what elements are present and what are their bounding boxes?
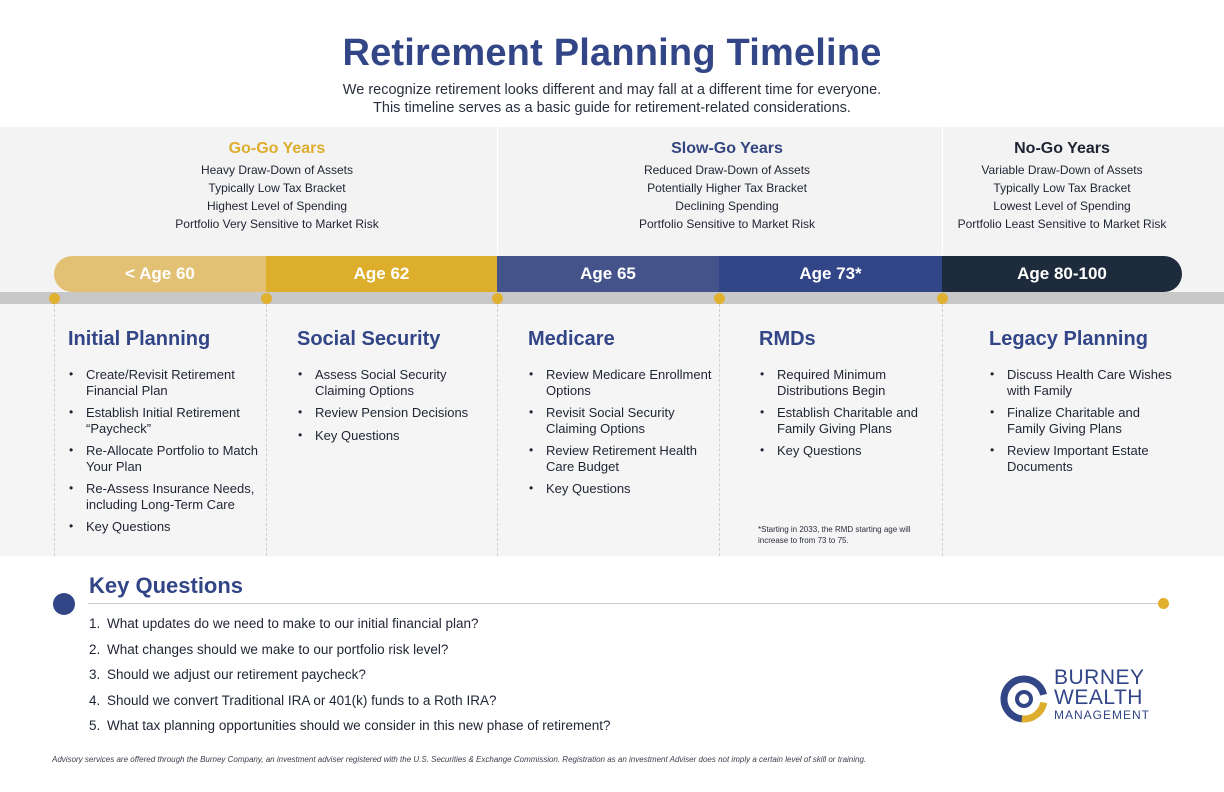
rmd-footnote: *Starting in 2033, the RMD starting age will increase to from 73 to 75. bbox=[758, 525, 911, 545]
phase-line: Potentially Higher Tax Bracket bbox=[647, 181, 807, 195]
phase-no-go bbox=[932, 140, 1192, 233]
page-subtitle-line-1: We recognize retirement looks different and may fall at a different time for everyone. bbox=[342, 82, 882, 98]
phase-divider bbox=[497, 127, 498, 255]
column-divider bbox=[942, 304, 943, 556]
milestone-title: RMDs bbox=[759, 328, 816, 350]
age-segment-under-60: < Age 60 bbox=[54, 256, 266, 292]
list-item: • Key Questions bbox=[297, 428, 487, 444]
question-text: What tax planning opportunities should we consider in this new phase of retirement? bbox=[107, 718, 611, 733]
logo-mark-icon bbox=[996, 670, 1054, 728]
milestone-title: Initial Planning bbox=[68, 328, 211, 350]
key-questions-dot bbox=[53, 593, 75, 615]
timeline-track bbox=[0, 292, 1224, 304]
list-item: • Key Questions bbox=[759, 443, 929, 459]
column-divider bbox=[266, 304, 267, 556]
list-item: • Key Questions bbox=[528, 481, 713, 497]
list-item: • Assess Social Security Claiming Options bbox=[297, 367, 487, 398]
question-number: 4. bbox=[89, 692, 101, 708]
list-item: • Establish Charitable and Family Giving Plans bbox=[759, 405, 929, 436]
milestone-list bbox=[759, 367, 929, 459]
list-item: • Review Important Estate Documents bbox=[989, 443, 1179, 474]
phase-go-go bbox=[142, 140, 412, 233]
column-divider bbox=[719, 304, 720, 556]
phase-slow-go bbox=[592, 140, 862, 233]
timeline-marker-dot bbox=[492, 293, 503, 304]
list-item: • Required Minimum Distributions Begin bbox=[759, 367, 929, 398]
phase-line: Reduced Draw-Down of Assets bbox=[643, 163, 811, 177]
phase-line: Portfolio Very Sensitive to Market Risk bbox=[175, 217, 379, 231]
question-text: Should we adjust our retirement paycheck? bbox=[107, 667, 366, 682]
list-item: • Discuss Health Care Wishes with Family bbox=[989, 367, 1179, 398]
phase-title: No-Go Years bbox=[1014, 140, 1110, 157]
question-number: 3. bbox=[89, 667, 101, 682]
milestone-initial-planning bbox=[68, 328, 258, 542]
key-questions-title: Key Questions bbox=[89, 573, 244, 598]
question-number: 1. bbox=[89, 616, 101, 631]
page-subtitle-line-2: This timeline serves as a basic guide for retirement-related considerations. bbox=[373, 100, 851, 116]
list-item: • Create/Revisit Retirement Financial Plan bbox=[68, 367, 258, 398]
list-item: • Review Pension Decisions bbox=[297, 405, 487, 421]
list-item: • Review Retirement Health Care Budget bbox=[528, 443, 713, 474]
page-title: Retirement Planning Timeline bbox=[342, 32, 882, 74]
milestone-social-security bbox=[297, 328, 487, 450]
logo-line-2: WEALTH bbox=[1054, 686, 1143, 709]
column-divider bbox=[54, 304, 55, 556]
age-segment-80-100: Age 80-100 bbox=[942, 256, 1182, 292]
key-questions-end-dot bbox=[1158, 598, 1169, 609]
phase-line: Portfolio Least Sensitive to Market Risk bbox=[957, 217, 1167, 231]
phase-line: Heavy Draw-Down of Assets bbox=[200, 163, 354, 177]
phase-line: Portfolio Sensitive to Market Risk bbox=[638, 217, 816, 231]
timeline-marker-dot bbox=[937, 293, 948, 304]
question-number: 5. bbox=[89, 718, 101, 733]
list-item bbox=[89, 717, 611, 743]
phase-title: Slow-Go Years bbox=[671, 140, 783, 157]
milestone-list bbox=[68, 367, 258, 535]
question-text: Should we convert Traditional IRA or 401(k) funds to a Roth IRA? bbox=[107, 692, 497, 708]
milestone-list bbox=[989, 367, 1179, 474]
timeline-age-bar bbox=[54, 256, 1182, 292]
list-item: • Key Questions bbox=[68, 519, 258, 535]
timeline-marker-dot bbox=[49, 293, 60, 304]
timeline-marker-dot bbox=[261, 293, 272, 304]
timeline-marker-dot bbox=[714, 293, 725, 304]
milestone-medicare bbox=[528, 328, 713, 504]
list-item: • Establish Initial Retirement “Paycheck” bbox=[68, 405, 258, 436]
list-item bbox=[89, 615, 611, 641]
age-segment-73: Age 73* bbox=[719, 256, 942, 292]
question-text: What updates do we need to make to our initial financial plan? bbox=[107, 616, 479, 631]
key-questions-list bbox=[89, 615, 611, 743]
milestone-list bbox=[528, 367, 713, 497]
list-item bbox=[89, 666, 611, 692]
phase-line: Lowest Level of Spending bbox=[993, 199, 1131, 213]
footer-disclaimer: Advisory services are offered through the Burney Company, an investment adviser registered with the U.S. Securities & Exchange Commission. Registration as an investment Adviser does not imply a certain level of skill or training. bbox=[52, 755, 867, 764]
milestone-rmds bbox=[759, 328, 929, 466]
list-item: • Revisit Social Security Claiming Options bbox=[528, 405, 713, 436]
phase-line: Variable Draw-Down of Assets bbox=[981, 163, 1143, 177]
list-item: • Finalize Charitable and Family Giving Plans bbox=[989, 405, 1179, 436]
list-item bbox=[89, 692, 611, 718]
list-item: • Re-Assess Insurance Needs, including Long-Term Care bbox=[68, 481, 258, 512]
logo-wordmark bbox=[1054, 668, 1150, 723]
milestone-legacy-planning bbox=[989, 328, 1179, 481]
age-segment-65: Age 65 bbox=[497, 256, 719, 292]
company-logo bbox=[996, 668, 1176, 732]
question-text: What changes should we make to our portfolio risk level? bbox=[107, 641, 449, 657]
milestone-title: Legacy Planning bbox=[989, 328, 1148, 350]
list-item: • Re-Allocate Portfolio to Match Your Plan bbox=[68, 443, 258, 474]
question-number: 2. bbox=[89, 641, 101, 657]
age-segment-62: Age 62 bbox=[266, 256, 497, 292]
logo-line-1: BURNEY bbox=[1054, 666, 1145, 689]
logo-line-3: MANAGEMENT bbox=[1054, 708, 1151, 722]
milestone-list bbox=[297, 367, 487, 443]
list-item bbox=[89, 641, 611, 667]
list-item: • Review Medicare Enrollment Options bbox=[528, 367, 713, 398]
phase-line: Declining Spending bbox=[675, 199, 779, 213]
phase-line: Typically Low Tax Bracket bbox=[208, 181, 346, 195]
phase-line: Highest Level of Spending bbox=[206, 199, 348, 213]
key-questions-rule bbox=[88, 603, 1164, 604]
milestone-title: Medicare bbox=[528, 328, 615, 350]
phase-line: Typically Low Tax Bracket bbox=[993, 181, 1131, 195]
milestone-title: Social Security bbox=[297, 328, 441, 350]
column-divider bbox=[497, 304, 498, 556]
phase-title: Go-Go Years bbox=[228, 140, 326, 157]
